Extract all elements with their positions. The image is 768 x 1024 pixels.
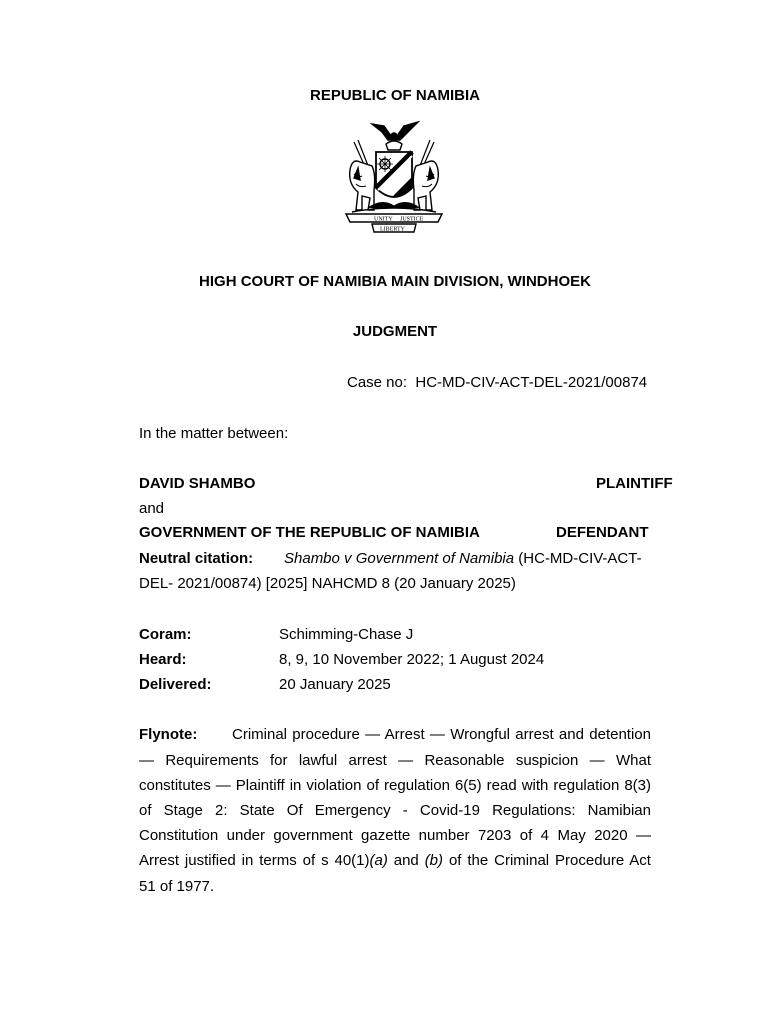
coram-label: Coram:	[139, 626, 192, 643]
flynote-line-6-d: (b)	[424, 852, 444, 869]
judgment-heading: JUDGMENT	[352, 323, 438, 340]
flynote-line-6-c: and	[393, 852, 419, 869]
matter-between: In the matter between:	[139, 425, 289, 442]
coat-of-arms-image	[332, 118, 456, 236]
heard-value: 8, 9, 10 November 2022; 1 August 2024	[279, 651, 545, 668]
coram-value: Schimming-Chase J	[279, 626, 414, 643]
flynote-line-1: Criminal procedure — Arrest — Wrongful arrest and detention	[232, 726, 651, 743]
delivered-value: 20 January 2025	[279, 676, 391, 693]
heard-label: Heard:	[139, 651, 187, 668]
court-heading: HIGH COURT OF NAMIBIA MAIN DIVISION, WINDHOEK	[199, 273, 591, 290]
flynote-line-7: 51 of 1977.	[139, 878, 215, 895]
plaintiff-name: DAVID SHAMBO	[139, 475, 256, 492]
flynote-line-6-a: Arrest justified in terms of s 40(1)	[139, 852, 370, 869]
crest-motto-right: JUSTICE	[400, 216, 424, 223]
parties-connector: and	[139, 500, 165, 517]
flynote-line-2: — Requirements for lawful arrest — Reasonable suspicion — What	[139, 752, 651, 769]
flynote-line-6-e: of the Criminal Procedure Act	[448, 852, 651, 869]
flynote-line-5: Constitution under government gazette number 7203 of 4 May 2020 —	[139, 827, 651, 844]
citation-line-1-rest: (HC-MD-CIV-ACT-	[518, 550, 642, 567]
flynote-line-4: of Stage 2: State Of Emergency - Covid-19 Regulations: Namibian	[139, 802, 651, 819]
crest-motto-bottom: LIBERTY	[380, 226, 405, 233]
flynote-line-6-b: (a)	[369, 852, 388, 869]
citation-case-name: Shambo v Government of Namibia	[284, 550, 515, 567]
republic-heading: REPUBLIC OF NAMIBIA	[310, 87, 480, 104]
plaintiff-role: PLAINTIFF	[596, 475, 673, 492]
defendant-name: GOVERNMENT OF THE REPUBLIC OF NAMIBIA	[139, 524, 480, 541]
flynote-line-6	[139, 852, 651, 870]
flynote-label: Flynote:	[139, 726, 198, 743]
citation-line-1	[284, 550, 642, 568]
defendant-role: DEFENDANT	[556, 524, 649, 541]
citation-line-2: DEL- 2021/00874) [2025] NAHCMD 8 (20 January 2025)	[139, 575, 516, 592]
crest-motto-left: UNITY	[374, 216, 393, 223]
case-number	[347, 374, 647, 392]
delivered-label: Delivered:	[139, 676, 212, 693]
citation-label: Neutral citation:	[139, 550, 254, 567]
case-number-value: HC-MD-CIV-ACT-DEL-2021/00874	[415, 374, 648, 391]
case-number-label: Case no:	[347, 374, 408, 391]
flynote-line-3: constitutes — Plaintiff in violation of regulation 6(5) read with regulation 8(3)	[139, 777, 651, 794]
